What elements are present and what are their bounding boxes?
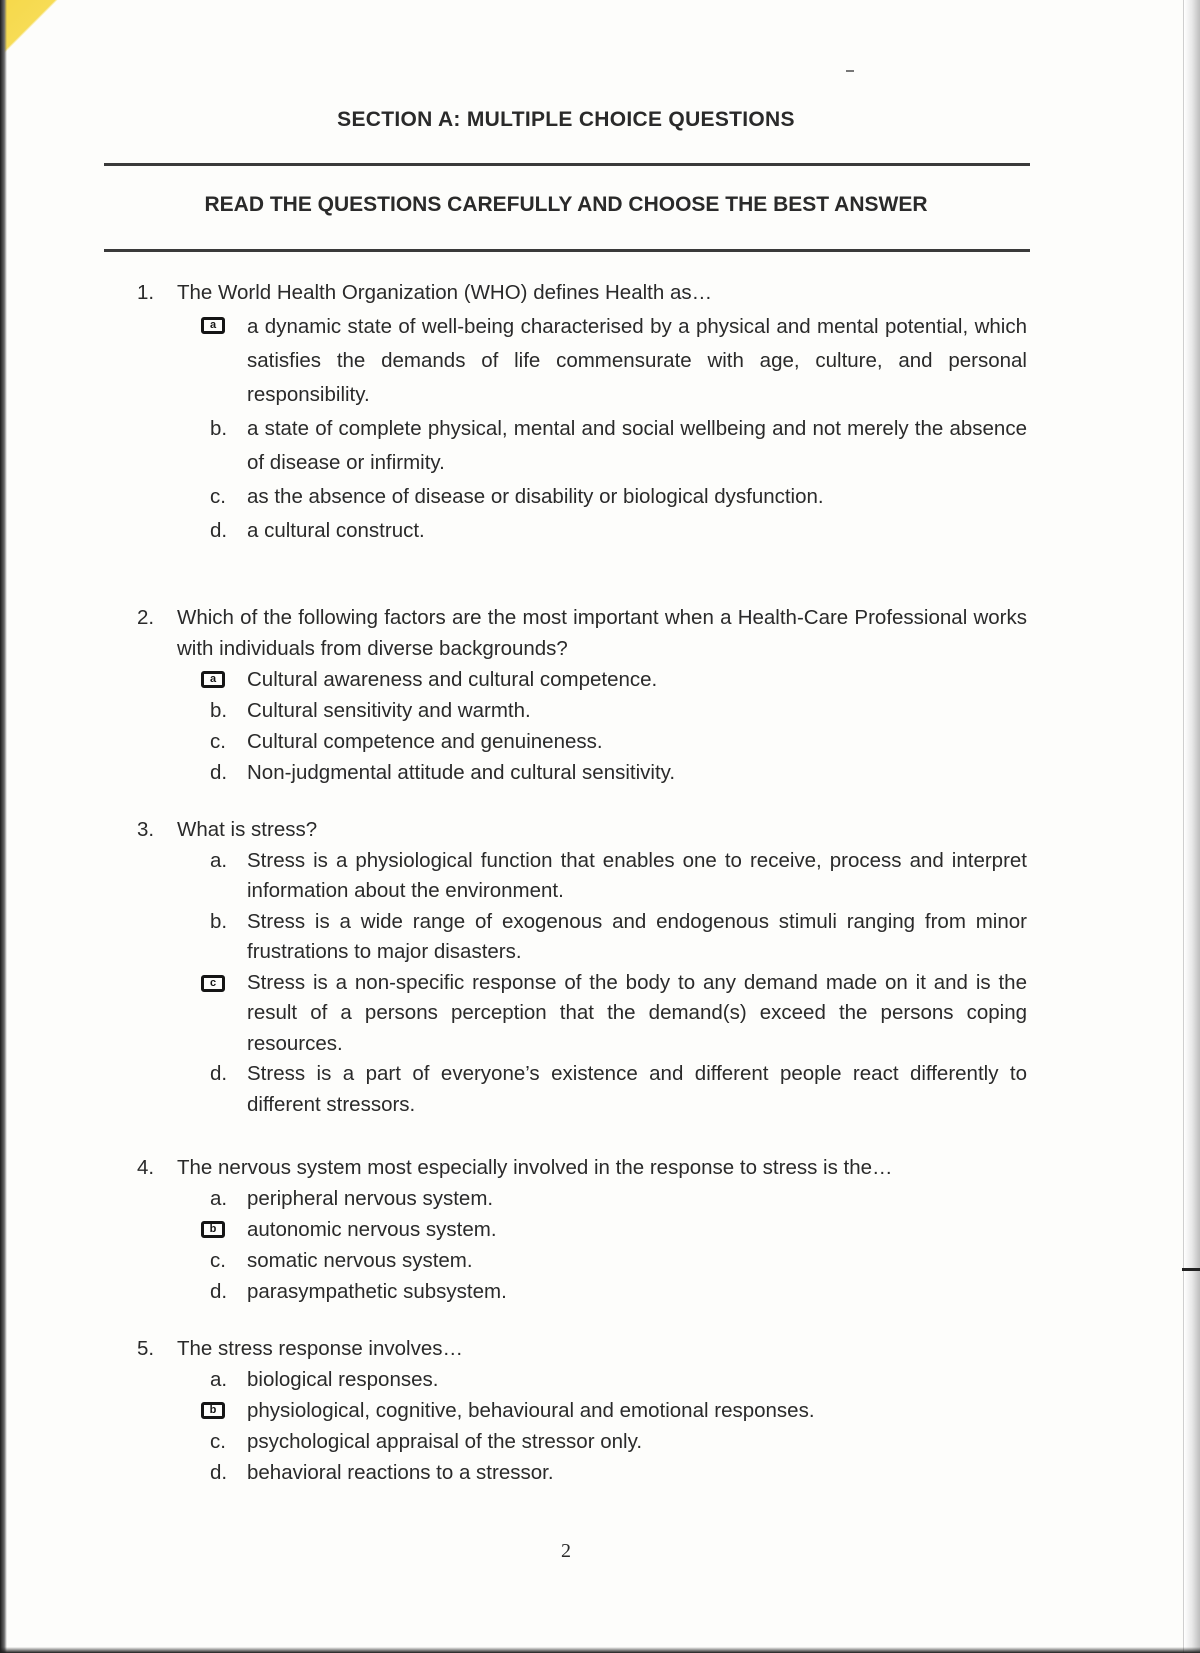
option-text: a cultural construct. xyxy=(247,519,425,542)
answer-option-d[interactable] xyxy=(137,1059,1027,1120)
option-letter: c. xyxy=(210,485,226,508)
option-letter: b. xyxy=(210,699,228,722)
answer-option-a[interactable] xyxy=(137,664,1027,695)
question-3 xyxy=(137,815,1027,1120)
question-text: The stress response involves… xyxy=(177,1337,463,1360)
option-letter: d. xyxy=(210,1062,228,1085)
option-letter: b. xyxy=(210,417,228,440)
answer-option-c[interactable] xyxy=(137,1245,1027,1276)
option-text: biological responses. xyxy=(247,1368,439,1391)
scan-bottom-edge xyxy=(0,1647,1200,1653)
question-text: The World Health Organization (WHO) defines Health as… xyxy=(177,281,713,304)
answer-option-d[interactable] xyxy=(137,1457,1027,1488)
option-text: a state of complete physical, mental and social wellbeing and not merely the absence of disease or infirmity. xyxy=(247,417,1027,474)
answer-options xyxy=(137,310,1027,548)
answer-option-a[interactable] xyxy=(137,846,1027,907)
answer-options xyxy=(137,1183,1027,1307)
option-text: Cultural competence and genuineness. xyxy=(247,730,603,753)
answer-option-d[interactable] xyxy=(137,514,1027,548)
option-text: peripheral nervous system. xyxy=(247,1187,494,1210)
option-letter: a. xyxy=(210,848,228,872)
option-letter: a. xyxy=(210,1187,228,1210)
answer-options xyxy=(137,1364,1027,1488)
option-letter: d. xyxy=(210,1461,228,1484)
option-text: Cultural awareness and cultural competence. xyxy=(247,668,658,691)
question-number: 4. xyxy=(137,1156,155,1179)
option-text: Stress is a wide range of exogenous and endogenous stimuli ranging from minor frustrations to major disasters. xyxy=(247,909,1027,963)
divider-bottom xyxy=(104,249,1030,252)
answer-option-d[interactable] xyxy=(137,757,1027,788)
stray-mark xyxy=(846,70,854,72)
answer-options xyxy=(137,664,1027,788)
answer-option-b[interactable] xyxy=(137,412,1027,480)
answer-option-c[interactable] xyxy=(137,480,1027,514)
answer-option-c[interactable] xyxy=(137,1426,1027,1457)
answer-option-c[interactable] xyxy=(137,968,1027,1060)
option-letter: c. xyxy=(210,730,226,753)
option-letter: a. xyxy=(210,1368,228,1391)
answer-option-a[interactable] xyxy=(137,1183,1027,1214)
answer-options xyxy=(137,846,1027,1121)
option-letter: d. xyxy=(210,519,228,542)
section-title: SECTION A: MULTIPLE CHOICE QUESTIONS xyxy=(337,108,795,131)
option-text: Cultural sensitivity and warmth. xyxy=(247,699,531,722)
option-text: Stress is a part of everyone’s existence and different people react differently to different stressors. xyxy=(247,1062,1027,1116)
option-letter: d. xyxy=(210,1280,228,1303)
marked-answer-box: b xyxy=(201,1221,225,1238)
option-text: Stress is a physiological function that enables one to receive, process and interpret information about the environment. xyxy=(247,848,1027,902)
scan-right-edge xyxy=(1183,0,1200,1653)
marked-answer-box: c xyxy=(201,975,225,992)
question-text: The nervous system most especially involved in the response to stress is the… xyxy=(177,1156,893,1179)
marked-answer-box: a xyxy=(201,317,225,334)
option-text: psychological appraisal of the stressor only. xyxy=(247,1430,643,1453)
question-5 xyxy=(137,1333,1027,1488)
question-number: 1. xyxy=(137,281,155,304)
option-text: physiological, cognitive, behavioural and emotional responses. xyxy=(247,1399,815,1422)
answer-option-c[interactable] xyxy=(137,726,1027,757)
option-text: Non-judgmental attitude and cultural sensitivity. xyxy=(247,761,676,784)
question-text: Which of the following factors are the most important when a Health-Care Professional works with individuals from diverse backgrounds? xyxy=(177,606,1027,660)
question-number: 2. xyxy=(137,606,155,629)
option-text: somatic nervous system. xyxy=(247,1249,473,1272)
option-letter: d. xyxy=(210,761,228,784)
instruction-heading: READ THE QUESTIONS CAREFULLY AND CHOOSE THE BEST ANSWER xyxy=(204,193,928,216)
question-text: What is stress? xyxy=(177,818,318,841)
answer-option-b[interactable] xyxy=(137,907,1027,968)
option-letter: b. xyxy=(210,909,228,933)
answer-option-a[interactable] xyxy=(137,310,1027,412)
question-2 xyxy=(137,602,1027,788)
option-text: Stress is a non-specific response of the body to any demand made on it and is the result of a persons perception that the demand(s) exceed the persons coping resources. xyxy=(247,970,1027,1055)
answer-option-b[interactable] xyxy=(137,1395,1027,1426)
divider-top xyxy=(104,163,1030,166)
option-text: as the absence of disease or disability or biological dysfunction. xyxy=(247,485,824,508)
answer-option-d[interactable] xyxy=(137,1276,1027,1307)
question-4 xyxy=(137,1152,1027,1307)
option-text: behavioral reactions to a stressor. xyxy=(247,1461,554,1484)
question-1 xyxy=(137,276,1027,548)
option-text: a dynamic state of well-being characterised by a physical and mental potential, which satisfies the demands of life commensurate with age, culture, and personal responsibility. xyxy=(247,315,1027,406)
marked-answer-box: b xyxy=(201,1402,225,1419)
option-letter: c. xyxy=(210,1430,226,1453)
scan-left-edge xyxy=(0,0,7,1653)
question-number: 5. xyxy=(137,1337,155,1360)
option-letter: c. xyxy=(210,1249,226,1272)
answer-option-b[interactable] xyxy=(137,695,1027,726)
option-text: parasympathetic subsystem. xyxy=(247,1280,507,1303)
folded-corner xyxy=(0,0,110,110)
scan-edge-mark xyxy=(1182,1268,1200,1271)
marked-answer-box: a xyxy=(201,671,225,688)
answer-option-a[interactable] xyxy=(137,1364,1027,1395)
question-number: 3. xyxy=(137,818,155,841)
answer-option-b[interactable] xyxy=(137,1214,1027,1245)
page-number: 2 xyxy=(561,1540,571,1562)
option-text: autonomic nervous system. xyxy=(247,1218,497,1241)
